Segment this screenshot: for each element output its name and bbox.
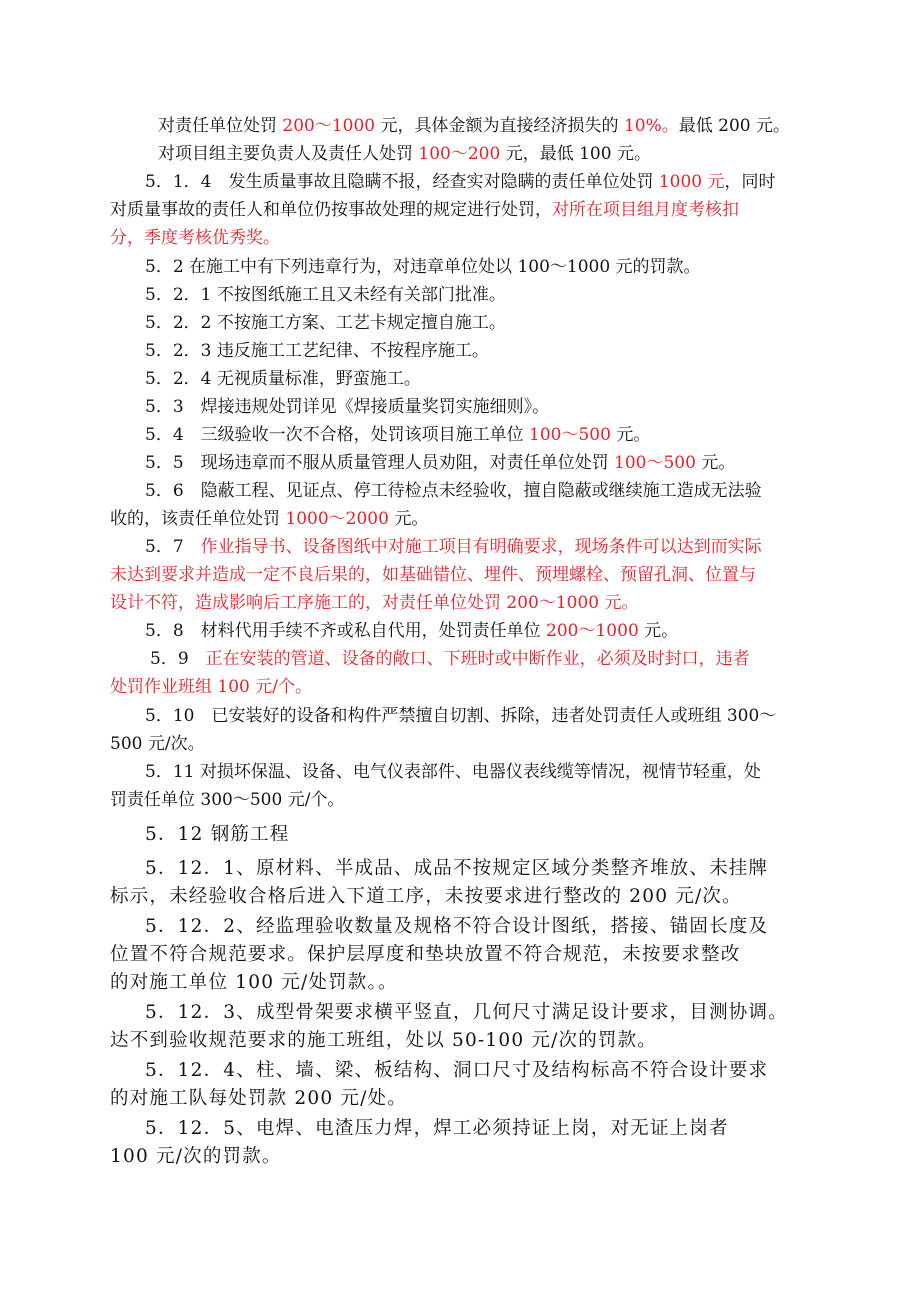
text-run: 5．12．1、原材料、半成品、成品不按规定区域分类整齐堆放、未挂牌 [145,858,769,879]
text-run: 位置不符合规范要求。保护层厚度和垫块放置不符合规范，未按要求整改 [110,944,741,965]
text-run: 对质量事故的责任人和单位仍按事故处理的规定进行处罚， [110,200,552,220]
text-run: 1000 元 [658,172,725,192]
text-run: 达不到验收规范要求的施工班组，处以 50-100 元/次的罚款。 [110,1030,657,1051]
text-line [110,591,639,615]
text-line [110,1086,407,1112]
text-run: 5．2．2 不按施工方案、工艺卡规定擅自施工。 [145,313,506,333]
text-run: 5．2．4 无视质量标准，野蛮施工。 [145,369,421,389]
text-run: 5．4 三级验收一次不合格，处罚该项目施工单位 [145,425,530,445]
text-run: 的对施工队每处罚款 200 元/处。 [110,1088,407,1109]
text-run: 作业指导书、设备图纸中对施工项目有明确要求，现场条件可以达到而实际 [200,537,762,557]
text-line [145,339,489,363]
text-run: 最低 200 元。 [678,116,790,136]
text-line [110,1028,657,1054]
text-run: 5．11 对损坏保温、设备、电气仪表部件、电器仪表线缆等情况，视情节轻重，处 [145,762,761,782]
text-line [145,535,762,559]
text-line [145,704,776,728]
section-heading [145,822,290,848]
text-run: 200～1000 [546,621,639,641]
text-run: 收的，该责任单位处罚 [110,509,286,529]
text-run: 未达到要求并造成一定不良后果的，如基础错位、埋件、预埋螺栓、预留孔洞、位置与 [110,565,756,585]
text-line [145,395,549,419]
text-run: 5．9 [150,649,206,669]
text-run: 5．2．1 不按图纸施工且又未经有关部门批准。 [145,285,506,305]
text-line [110,884,742,910]
text-run: 5．7 [145,537,201,557]
text-line [145,914,768,940]
text-line [110,198,739,222]
text-run: 5．5 现场违章而不服从质量管理人员劝阻，对责任单位处罚 [145,453,615,473]
text-run: 5．12 钢筋工程 [145,824,290,845]
text-run: 分，季度考核优秀奖。 [110,228,280,248]
text-run: 处罚作业班组 100 元/个。 [110,677,312,697]
text-line [110,788,344,812]
text-run: 100～500 [614,453,696,473]
text-run: 500 元/次。 [110,734,205,754]
text-line [145,170,776,194]
text-line [110,507,428,531]
text-line [145,255,701,279]
text-line [150,647,750,671]
text-run: 100 元/次的罚款。 [110,1146,282,1167]
text-line [110,970,398,996]
text-line [110,1144,282,1170]
text-run: 1000～2000 [285,509,389,529]
text-run: 罚责任单位 300～500 元/个。 [110,790,345,810]
text-run: 5．1．4 发生质量事故且隐瞒不报，经查实对隐瞒的责任单位处罚 [145,172,659,192]
text-run: 5．2．3 违反施工工艺纪律、不按程序施工。 [145,341,489,361]
text-line [145,451,735,475]
text-run: 元，具体金额为直接经济损失的 [375,116,624,136]
text-line [158,142,651,166]
text-run: 对所在项目组月度考核扣 [552,200,739,220]
text-line [145,479,762,503]
text-run: 5．8 材料代用手续不齐或私自代用，处罚责任单位 [145,621,547,641]
text-run: 元。 [388,509,429,529]
text-run: 5．12．3、成型骨架要求横平竖直，几何尺寸满足设计要求，目测协调。 [145,1002,788,1023]
text-run: 元，最低 100 元。 [500,144,651,164]
text-line [110,732,205,756]
text-line [110,675,312,699]
text-run: 正在安装的管道、设备的敞口、下班时或中断作业，必须及时封口，违者 [205,649,750,669]
text-line [145,1000,788,1026]
text-run: 5．3 焊接违规处罚详见《焊接质量奖罚实施细则》。 [145,397,550,417]
text-run: 5．12．2、经监理验收数量及规格不符合设计图纸，搭接、锚固长度及 [145,916,769,937]
text-run: 对责任单位处罚 [158,116,283,136]
text-line [145,367,421,391]
text-line [145,619,678,643]
text-run: 5．10 已安装好的设备和构件严禁擅自切割、拆除，违者处罚责任人或班组 300～ [145,706,777,726]
text-run: 元。 [638,621,679,641]
text-run: 5．12．4、柱、墙、梁、板结构、洞口尺寸及结构标高不符合设计要求 [145,1060,769,1081]
text-line [145,1116,729,1142]
text-run: 5．12．5、电焊、电渣压力焊，焊工必须持证上岗，对无证上岗者 [145,1118,729,1139]
text-line [110,563,756,587]
text-line [110,942,740,968]
text-run: 5．2 在施工中有下列违章行为，对违章单位处以 100～1000 元的罚款。 [145,257,701,277]
text-run: ，同时 [724,172,776,192]
text-run: 标示，未经验收合格后进入下道工序，未按要求进行整改的 200 元/次。 [110,886,742,907]
text-line [110,226,280,250]
text-run: 元。 [610,425,651,445]
text-run: 对项目组主要负责人及责任人处罚 [158,144,419,164]
text-run: 的对施工单位 100 元/处罚款。。 [110,972,398,993]
text-run: 10%。 [623,116,679,136]
text-line [145,1058,768,1084]
text-run: 5．6 隐蔽工程、见证点、停工待检点未经验收，擅自隐蔽或继续施工造成无法验 [145,481,762,501]
text-run: 200～1000 [282,116,376,136]
text-line [145,856,768,882]
text-run: 100～200 [418,144,501,164]
text-line [145,760,761,784]
text-run: 元。 [695,453,736,473]
text-run: 设计不符，造成影响后工序施工的，对责任单位处罚 200～1000 元。 [110,593,639,613]
text-run: 100～500 [529,425,611,445]
text-line [145,283,506,307]
text-line [145,423,650,447]
text-line [145,311,506,335]
text-line [158,114,790,138]
